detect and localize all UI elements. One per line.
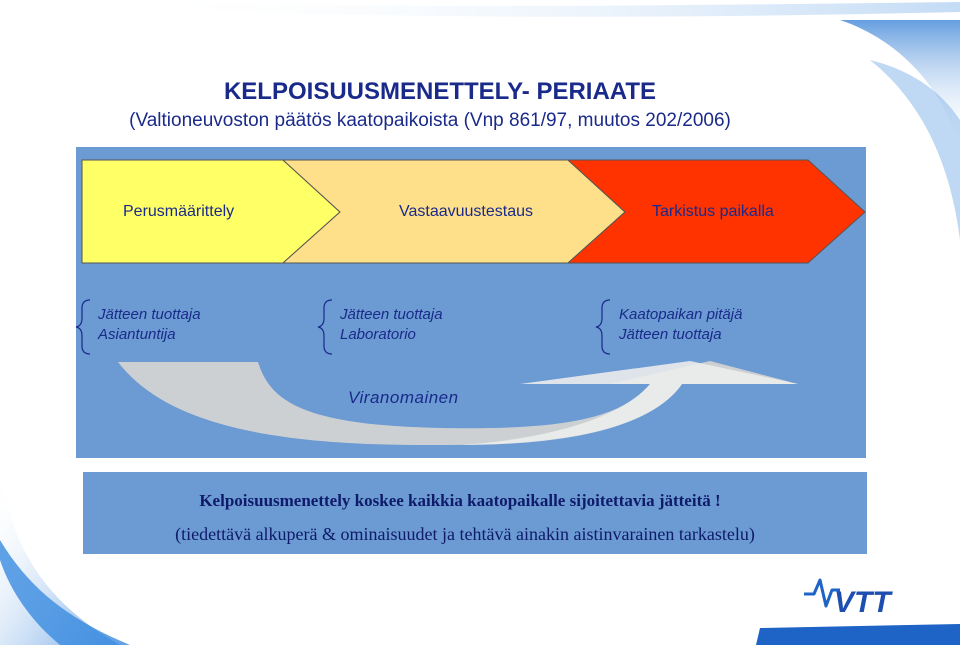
role-group-1	[98, 305, 201, 345]
role-text: Kaatopaikan pitäjä	[619, 306, 743, 323]
brace-icon	[318, 300, 332, 354]
role-group-2	[340, 305, 443, 345]
role-text: Laboratorio	[340, 326, 416, 343]
note-line-1: Kelpoisuusmenettely koskee kaikkia kaatopaikalle sijoitettavia jätteitä !	[199, 491, 721, 510]
role-text: Jätteen tuottaja	[98, 306, 201, 323]
role-group-3	[619, 305, 742, 345]
slide-subtitle: (Valtioneuvoston päätös kaatopaikoista (Vnp 861/97, muutos 202/2006)	[129, 110, 731, 131]
role-text: Jätteen tuottaja	[619, 326, 722, 343]
brace-icon	[76, 300, 90, 354]
role-text: Jätteen tuottaja	[340, 306, 443, 323]
vtt-logo-icon	[800, 572, 920, 622]
stage-label-perusmaarittely: Perusmäärittely	[123, 203, 235, 220]
note-line-2: (tiedettävä alkuperä & ominaisuudet ja tehtävä ainakin aistinvarainen tarkastelu)	[175, 524, 755, 544]
role-text: Asiantuntija	[98, 326, 176, 343]
brace-icon	[596, 300, 610, 354]
slide-title: KELPOISUUSMENETTELY- PERIAATE	[223, 78, 657, 105]
stage-label-vastaavuustestaus: Vastaavuustestaus	[399, 203, 534, 220]
logo-text: VTT	[834, 586, 891, 619]
stage-label-tarkistus: Tarkistus paikalla	[652, 203, 774, 220]
authority-label: Viranomainen	[348, 388, 459, 407]
